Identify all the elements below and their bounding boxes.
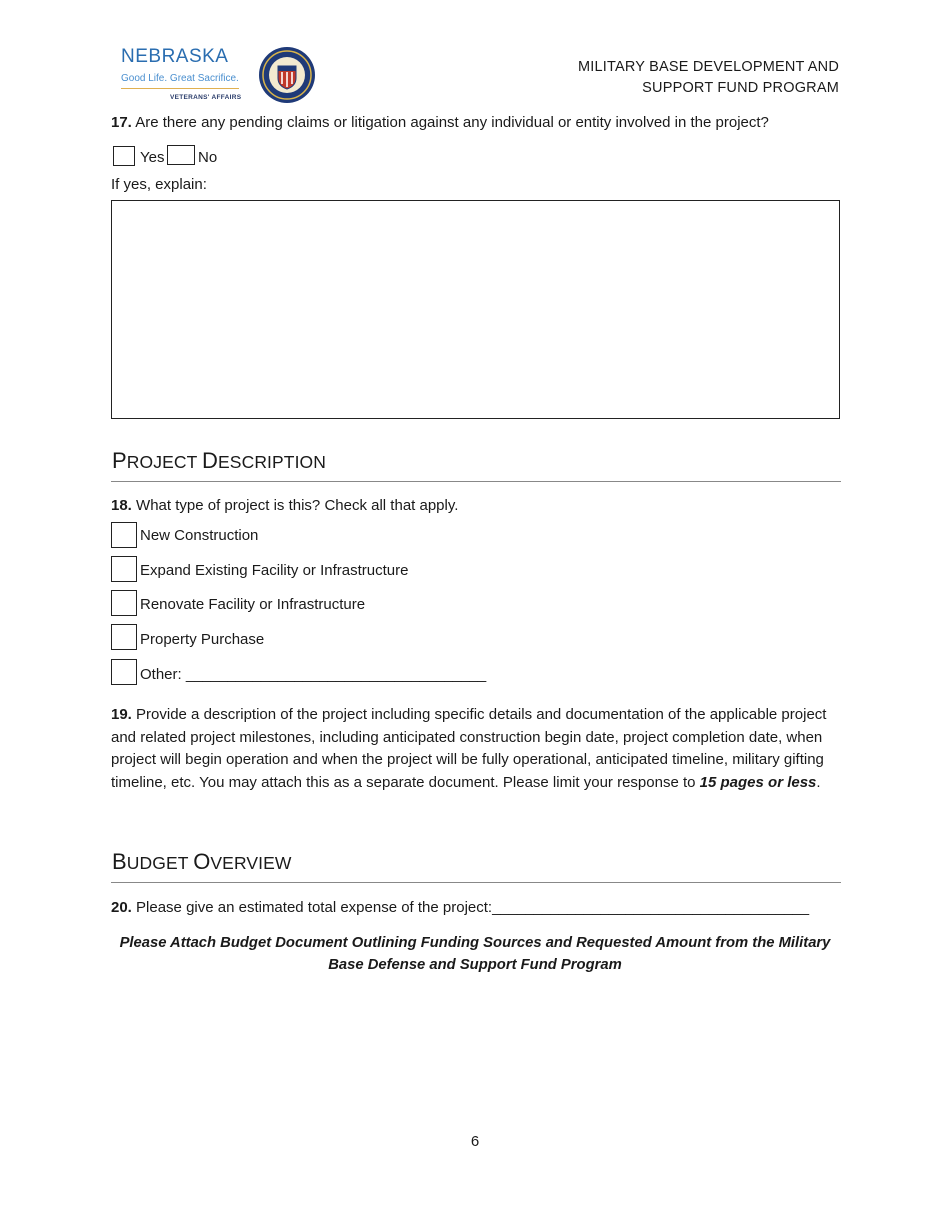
question-20-text[interactable]: Please give an estimated total expense of the project:______________________________________ — [136, 899, 810, 916]
program-header-line1: MILITARY BASE DEVELOPMENT AND — [578, 59, 839, 75]
other-checkbox[interactable] — [111, 659, 137, 685]
expand-facility-checkbox[interactable] — [111, 556, 137, 582]
question-20 — [111, 897, 851, 919]
question-19: 19. Provide a description of the project including specific details and documentation of the applicable project and related project milestones, including anticipated construction begin date, project completion date, when project will begin operation and when the project will be fully operational, anticipated timeline, military gifting timeline, etc. You may attach this as a separate document. Please limit your response to 15 pages or less. — [111, 706, 827, 791]
section-divider — [111, 882, 841, 883]
explain-textarea[interactable] — [111, 200, 840, 419]
renovate-facility-checkbox[interactable] — [111, 590, 137, 616]
page-limit-emphasis: 15 pages or less — [699, 773, 817, 791]
question-20-number: 20. — [111, 899, 132, 916]
no-label: No — [198, 149, 218, 166]
option-other[interactable]: Other: ____________________________________ — [140, 666, 487, 683]
logo-department: VETERANS' AFFAIRS — [170, 94, 242, 101]
option-renovate-facility: Renovate Facility or Infrastructure — [140, 596, 366, 613]
question-18 — [111, 495, 839, 517]
budget-attachment-note: Please Attach Budget Document Outlining Funding Sources and Requested Amount from the Military Base Defense and Support Fund Program — [119, 935, 831, 973]
logo-tagline: Good Life. Great Sacrifice. — [121, 73, 239, 84]
yes-checkbox[interactable] — [113, 146, 135, 166]
nebraska-logo-text: NEBRASKA — [121, 46, 229, 67]
project-description-heading: PROJECT DESCRIPTION — [112, 448, 326, 473]
option-new-construction: New Construction — [140, 527, 259, 544]
yes-label: Yes — [140, 149, 165, 166]
state-seal-icon — [258, 46, 316, 104]
question-19-text: Provide a description of the project including specific details and documentation of the applicable project and related project milestones, including anticipated construction begin date, project completion date, when project will begin operation and when the project will be fully operational, anticipated timeline, military gifting timeline, etc. You may attach this as a separate document. Please limit your response to — [111, 706, 827, 791]
question-17-text: Are there any pending claims or litigation against any individual or entity involved in the project? — [135, 114, 769, 131]
no-checkbox[interactable] — [167, 145, 195, 165]
program-header-line2: SUPPORT FUND PROGRAM — [642, 80, 839, 96]
explain-label: If yes, explain: — [111, 176, 207, 193]
new-construction-checkbox[interactable] — [111, 522, 137, 548]
budget-overview-heading: BUDGET OVERVIEW — [112, 849, 292, 874]
property-purchase-checkbox[interactable] — [111, 624, 137, 650]
program-header — [578, 57, 839, 99]
section-divider — [111, 481, 841, 482]
question-17 — [111, 112, 839, 134]
question-19-number: 19. — [111, 706, 132, 723]
question-18-number: 18. — [111, 497, 132, 514]
logo-divider — [121, 88, 239, 89]
option-property-purchase: Property Purchase — [140, 631, 265, 648]
page-number: 6 — [470, 1133, 480, 1150]
option-expand-facility: Expand Existing Facility or Infrastructure — [140, 562, 409, 579]
question-18-text: What type of project is this? Check all that apply. — [136, 497, 459, 514]
question-17-number: 17. — [111, 114, 132, 131]
